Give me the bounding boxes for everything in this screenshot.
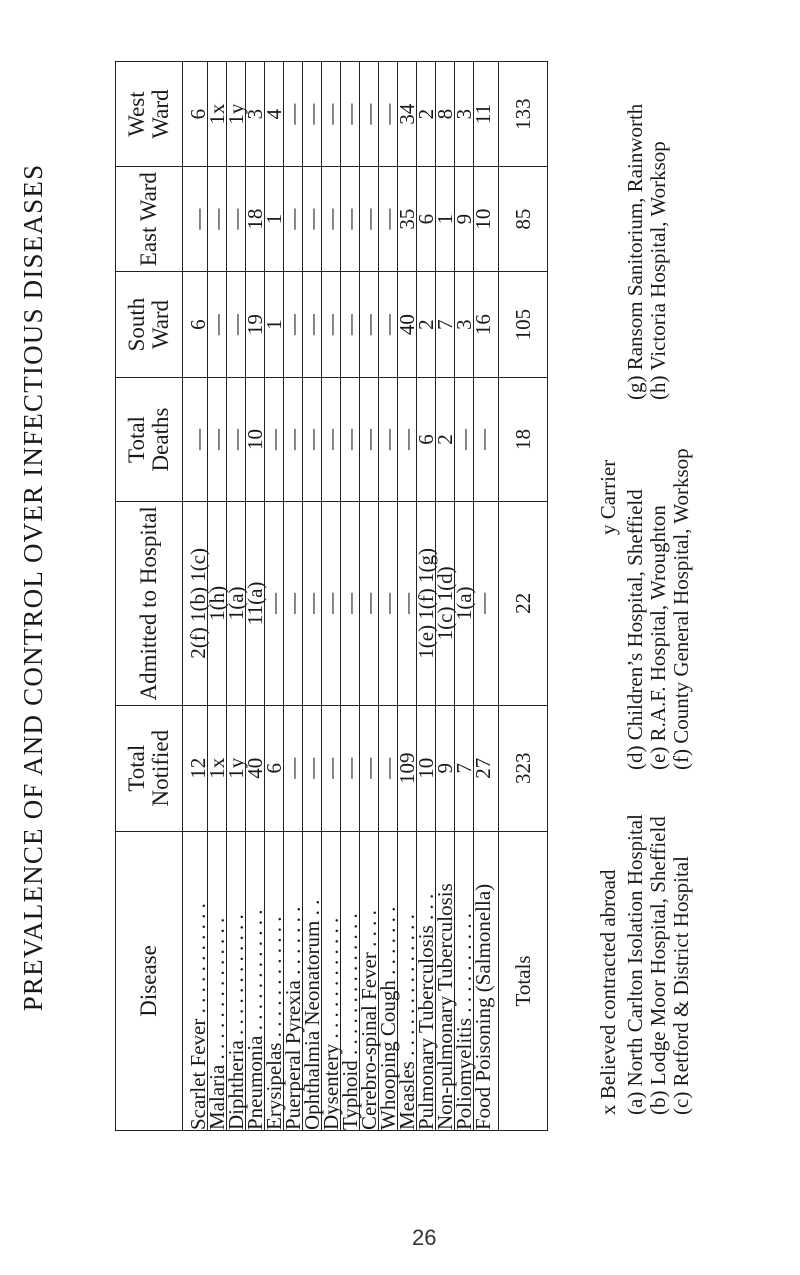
cell-east: —: [303, 167, 322, 272]
cell-disease: Scarlet Fever . . . . . . . . . . .: [183, 831, 208, 1130]
cell-hospital: 1(a): [455, 502, 474, 705]
cell-south: 3: [455, 272, 474, 378]
footnote-y: y Carrier: [596, 459, 620, 535]
footnote-b: (b) Lodge Moor Hospital, Sheffield: [646, 816, 670, 1115]
cell-notified: 1x: [208, 705, 227, 831]
header-east-ward: East Ward: [116, 167, 183, 272]
footnote-h: (h) Victoria Hospital, Worksop: [646, 141, 670, 400]
cell-disease: Pneumonia . . . . . . . . . . . .: [246, 831, 265, 1130]
totals-east: 85: [499, 167, 548, 272]
cell-hospital: —: [379, 502, 398, 705]
cell-west: 1x: [208, 62, 227, 167]
cell-west: 1y: [227, 62, 246, 167]
cell-hospital: 2(f) 1(b) 1(c): [183, 502, 208, 705]
header-total-notified: Total Notified: [116, 705, 183, 831]
cell-deaths: —: [341, 377, 360, 501]
cell-disease: Whooping Cough . . . . . . .: [379, 831, 398, 1130]
cell-disease: Food Poisoning (Salmonella): [474, 831, 499, 1130]
cell-deaths: —: [265, 377, 284, 501]
totals-label: Totals: [499, 831, 548, 1130]
cell-east: 35: [398, 167, 417, 272]
cell-south: —: [303, 272, 322, 378]
cell-south: 19: [246, 272, 265, 378]
cell-south: —: [379, 272, 398, 378]
header-south-ward: South Ward: [116, 272, 183, 378]
cell-notified: 109: [398, 705, 417, 831]
cell-hospital: 1(c) 1(d): [436, 502, 455, 705]
cell-south: 7: [436, 272, 455, 378]
cell-east: 18: [246, 167, 265, 272]
cell-deaths: —: [379, 377, 398, 501]
cell-notified: —: [322, 705, 341, 831]
cell-hospital: —: [398, 502, 417, 705]
cell-disease: Ophthalmia Neonatorum . .: [303, 831, 322, 1130]
footnote-x: x Believed contracted abroad: [596, 869, 620, 1115]
table-row: [183, 62, 208, 1131]
cell-disease: Pulmonary Tuberculosis . . .: [417, 831, 436, 1130]
cell-notified: —: [360, 705, 379, 831]
cell-notified: 1y: [227, 705, 246, 831]
cell-west: 3: [246, 62, 265, 167]
cell-hospital: —: [284, 502, 303, 705]
page-title: PREVALENCE OF AND CONTROL OVER INFECTIOUS DISEASES: [18, 163, 48, 1012]
cell-hospital: —: [265, 502, 284, 705]
cell-notified: 6: [265, 705, 284, 831]
cell-hospital: —: [322, 502, 341, 705]
header-admitted-to-hospital: Admitted to Hospital: [116, 502, 183, 705]
cell-east: —: [341, 167, 360, 272]
cell-deaths: —: [303, 377, 322, 501]
cell-east: —: [360, 167, 379, 272]
cell-east: —: [379, 167, 398, 272]
cell-hospital: 1(e) 1(f) 1(g): [417, 502, 436, 705]
cell-deaths: 2: [436, 377, 455, 501]
cell-east: —: [183, 167, 208, 272]
cell-west: 34: [398, 62, 417, 167]
totals-notified: 323: [499, 705, 548, 831]
cell-hospital: 1(h): [208, 502, 227, 705]
table-row: [474, 62, 499, 1131]
cell-south: —: [322, 272, 341, 378]
header-west-ward: West Ward: [116, 62, 183, 167]
cell-south: —: [208, 272, 227, 378]
cell-hospital: —: [341, 502, 360, 705]
cell-south: 6: [183, 272, 208, 378]
cell-east: 10: [474, 167, 499, 272]
page-number: 26: [412, 1225, 437, 1250]
footnote-c: (c) Retford & District Hospital: [669, 856, 693, 1115]
footnote-a: (a) North Carlton Isolation Hospital: [623, 814, 647, 1115]
header-disease: Disease: [116, 831, 183, 1130]
totals-hospital: 22: [499, 502, 548, 705]
cell-disease: Diphtheria . . . . . . . . . . . .: [227, 831, 246, 1130]
cell-east: 1: [436, 167, 455, 272]
cell-deaths: —: [455, 377, 474, 501]
cell-hospital: 11(a): [246, 502, 265, 705]
cell-west: —: [379, 62, 398, 167]
cell-disease: Erysipelas . . . . . . . . . . . .: [265, 831, 284, 1130]
cell-notified: 40: [246, 705, 265, 831]
cell-notified: 9: [436, 705, 455, 831]
cell-disease: Poliomyelitis . . . . . . . . . .: [455, 831, 474, 1130]
cell-west: 6: [183, 62, 208, 167]
cell-west: —: [284, 62, 303, 167]
cell-west: —: [303, 62, 322, 167]
cell-disease: Dysentery . . . . . . . . . . . .: [322, 831, 341, 1130]
cell-east: —: [208, 167, 227, 272]
cell-south: 1: [265, 272, 284, 378]
cell-deaths: —: [322, 377, 341, 501]
cell-notified: 27: [474, 705, 499, 831]
cell-west: 8: [436, 62, 455, 167]
footnote-e: (e) R.A.F. Hospital, Wroughton: [646, 505, 670, 770]
cell-east: 6: [417, 167, 436, 272]
cell-hospital: —: [474, 502, 499, 705]
header-row: [116, 62, 183, 1131]
cell-hospital: —: [360, 502, 379, 705]
cell-deaths: —: [360, 377, 379, 501]
cell-east: —: [322, 167, 341, 272]
cell-west: —: [322, 62, 341, 167]
cell-deaths: —: [284, 377, 303, 501]
cell-south: —: [341, 272, 360, 378]
totals-row: [499, 62, 548, 1131]
cell-west: 3: [455, 62, 474, 167]
footnote-d: (d) Children’s Hospital, Sheffield: [623, 489, 647, 770]
footnote-g: (g) Ransom Sanitorium, Rainworth: [623, 103, 647, 400]
cell-disease: Measles . . . . . . . . . . . . . .: [398, 831, 417, 1130]
cell-disease: Puerperal Pyrexia . . . . . . .: [284, 831, 303, 1130]
header-total-deaths: Total Deaths: [116, 377, 183, 501]
totals-deaths: 18: [499, 377, 548, 501]
cell-hospital: 1(a): [227, 502, 246, 705]
cell-east: —: [284, 167, 303, 272]
cell-west: —: [360, 62, 379, 167]
cell-deaths: 6: [417, 377, 436, 501]
table-body: [183, 62, 499, 1131]
totals-south: 105: [499, 272, 548, 378]
cell-east: 9: [455, 167, 474, 272]
cell-west: —: [341, 62, 360, 167]
cell-disease: Non-pulmonary Tuberculosis: [436, 831, 455, 1130]
cell-west: 4: [265, 62, 284, 167]
cell-east: —: [227, 167, 246, 272]
cell-notified: 10: [417, 705, 436, 831]
cell-south: —: [360, 272, 379, 378]
cell-disease: Cerebro-spinal Fever . . . .: [360, 831, 379, 1130]
cell-deaths: —: [183, 377, 208, 501]
cell-notified: 7: [455, 705, 474, 831]
infectious-diseases-table: [115, 61, 548, 1131]
cell-deaths: —: [208, 377, 227, 501]
totals-west: 133: [499, 62, 548, 167]
cell-east: 1: [265, 167, 284, 272]
cell-disease: Typhoid . . . . . . . . . . . . . .: [341, 831, 360, 1130]
cell-notified: —: [303, 705, 322, 831]
cell-south: —: [227, 272, 246, 378]
cell-hospital: —: [303, 502, 322, 705]
cell-disease: Malaria . . . . . . . . . . . . . .: [208, 831, 227, 1130]
cell-south: —: [284, 272, 303, 378]
footnote-f: (f) County General Hospital, Worksop: [669, 448, 693, 770]
cell-west: 11: [474, 62, 499, 167]
cell-notified: 12: [183, 705, 208, 831]
cell-notified: —: [341, 705, 360, 831]
cell-deaths: —: [474, 377, 499, 501]
cell-deaths: 10: [246, 377, 265, 501]
cell-south: 16: [474, 272, 499, 378]
cell-deaths: —: [398, 377, 417, 501]
cell-notified: —: [284, 705, 303, 831]
cell-west: 2: [417, 62, 436, 167]
cell-deaths: —: [227, 377, 246, 501]
cell-south: 40: [398, 272, 417, 378]
cell-south: 2: [417, 272, 436, 378]
cell-notified: —: [379, 705, 398, 831]
